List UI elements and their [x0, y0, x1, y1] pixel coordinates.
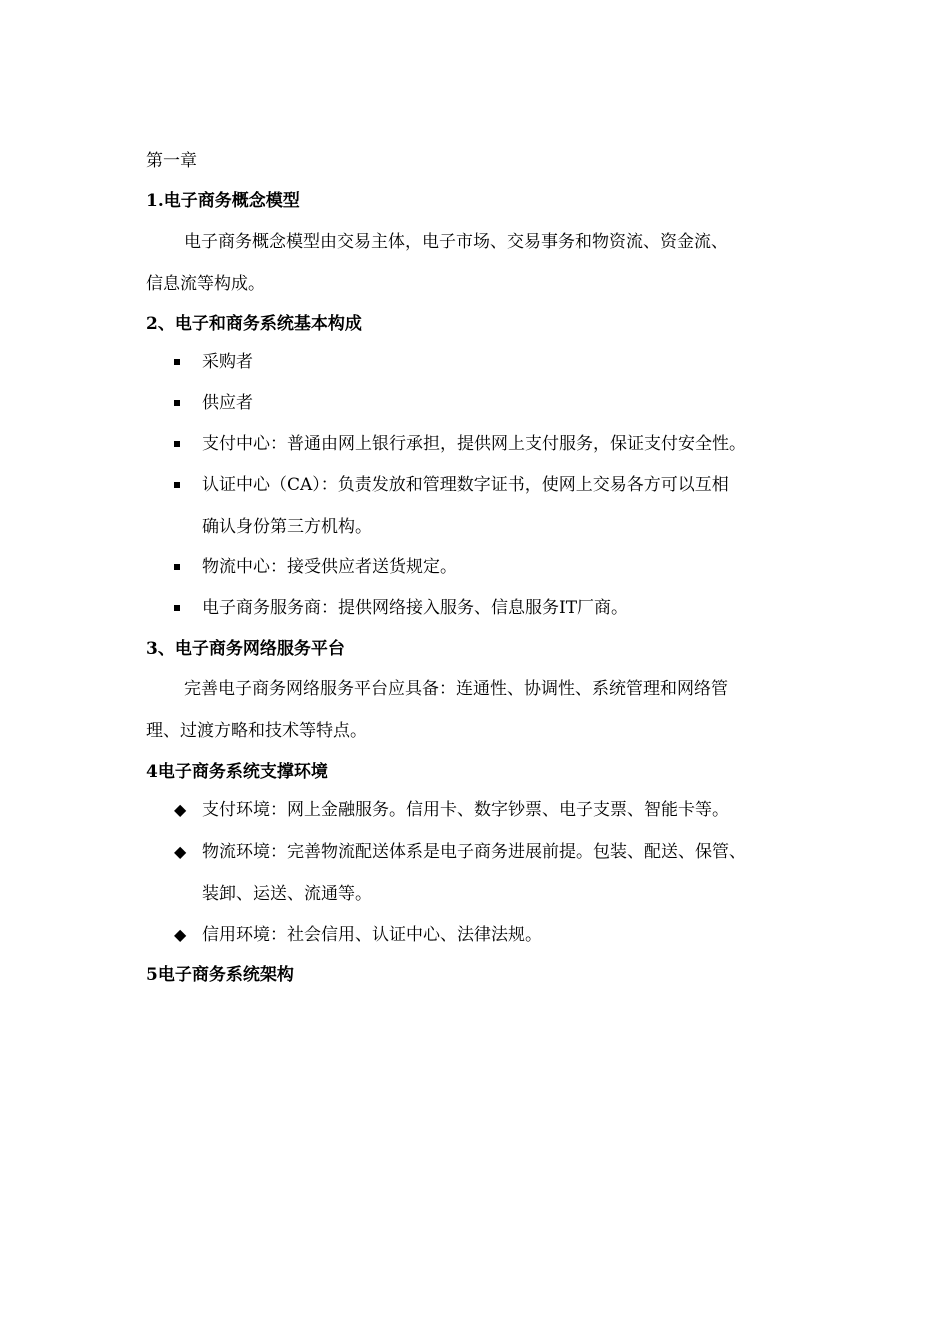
- diamond-bullet-icon: ◆: [174, 925, 187, 944]
- section-3-paragraph-line-1: 完善电子商务网络服务平台应具备：连通性、协调性、系统管理和网络管: [184, 679, 728, 699]
- section-4-heading: 4电子商务系统支撑环境: [146, 762, 328, 782]
- square-bullet-icon: [174, 605, 180, 611]
- square-bullet-icon: [174, 400, 180, 406]
- list-item-text: 支付中心：普通由网上银行承担，提供网上支付服务，保证支付安全性。: [202, 434, 746, 454]
- list-item-continuation: 确认身份第三方机构。: [202, 517, 372, 537]
- section-5-heading: 5电子商务系统架构: [146, 965, 294, 985]
- square-bullet-icon: [174, 441, 180, 447]
- list-item-text: 物流环境：完善物流配送体系是电子商务进展前提。包装、配送、保管、: [202, 842, 746, 862]
- list-item-text: 信用环境：社会信用、认证中心、法律法规。: [202, 925, 542, 945]
- section-1-paragraph-line-1: 电子商务概念模型由交易主体，电子市场、交易事务和物资流、资金流、: [184, 232, 728, 252]
- list-item-text: 采购者: [202, 352, 253, 372]
- section-2-heading: 2、电子和商务系统基本构成: [146, 314, 362, 334]
- list-item-text: 供应者: [202, 393, 253, 413]
- square-bullet-icon: [174, 482, 180, 488]
- diamond-bullet-icon: ◆: [174, 800, 187, 819]
- diamond-bullet-icon: ◆: [174, 842, 187, 861]
- section-1-heading: 1.电子商务概念模型: [146, 191, 300, 211]
- section-3-heading: 3、电子商务网络服务平台: [146, 639, 345, 659]
- list-item-continuation: 装卸、运送、流通等。: [202, 884, 372, 904]
- square-bullet-icon: [174, 564, 180, 570]
- section-1-paragraph-line-2: 信息流等构成。: [146, 274, 265, 294]
- chapter-title: 第一章: [146, 151, 197, 171]
- list-item-text: 认证中心（CA）：负责发放和管理数字证书，使网上交易各方可以互相: [202, 475, 729, 495]
- list-item-text: 电子商务服务商：提供网络接入服务、信息服务IT厂商。: [202, 598, 629, 618]
- list-item-text: 支付环境：网上金融服务。信用卡、数字钞票、电子支票、智能卡等。: [202, 800, 729, 820]
- square-bullet-icon: [174, 359, 180, 365]
- list-item-text: 物流中心：接受供应者送货规定。: [202, 557, 457, 577]
- section-3-paragraph-line-2: 理、过渡方略和技术等特点。: [146, 721, 367, 741]
